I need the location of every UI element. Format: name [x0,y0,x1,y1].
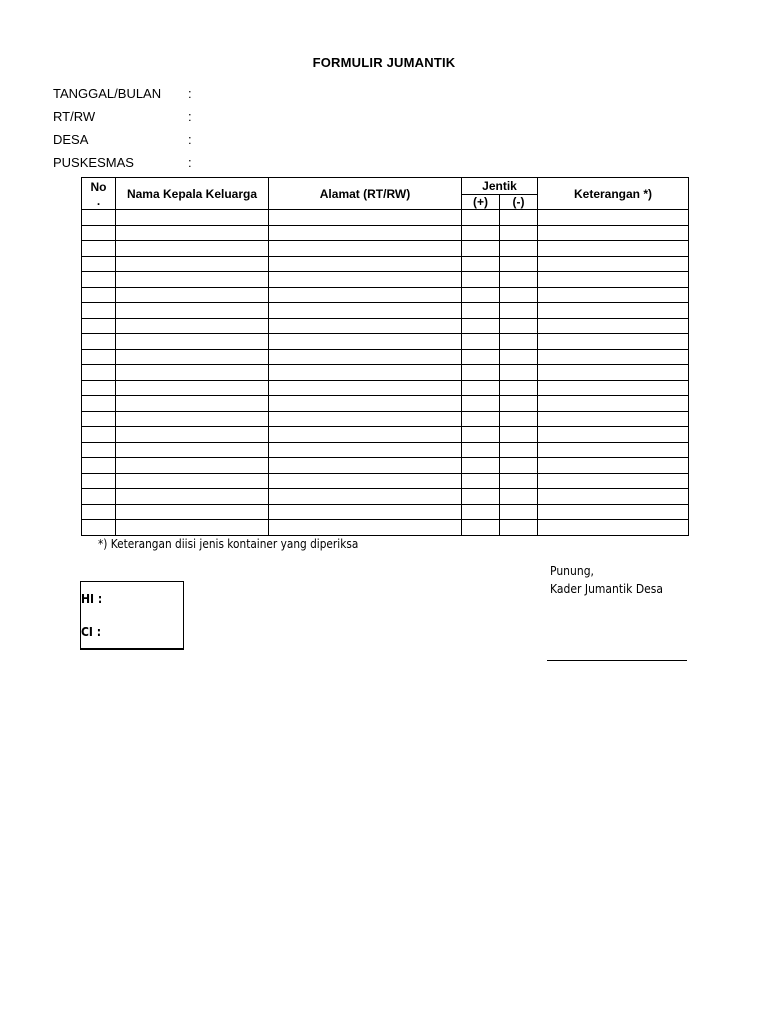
field-rt-rw [53,108,192,126]
cell-jentik-plus [462,349,500,365]
cell-jentik-minus [500,210,538,226]
cell-no [82,287,116,303]
cell-jentik-minus [500,334,538,350]
cell-jentik-minus [500,380,538,396]
table-row [82,303,689,319]
cell-alamat [269,427,462,443]
cell-alamat [269,318,462,334]
table-row [82,365,689,381]
cell-no [82,334,116,350]
cell-jentik-minus [500,349,538,365]
cell-jentik-minus [500,458,538,474]
cell-alamat [269,256,462,272]
table-row [82,396,689,412]
cell-jentik-plus [462,520,500,536]
cell-no [82,442,116,458]
table-row [82,458,689,474]
cell-nama [116,287,269,303]
cell-keterangan [538,210,689,226]
cell-jentik-plus [462,411,500,427]
cell-jentik-minus [500,473,538,489]
cell-nama [116,365,269,381]
cell-alamat [269,225,462,241]
cell-nama [116,504,269,520]
cell-alamat [269,272,462,288]
cell-alamat [269,442,462,458]
cell-jentik-minus [500,365,538,381]
cell-jentik-plus [462,256,500,272]
cell-jentik-minus [500,272,538,288]
cell-keterangan [538,458,689,474]
cell-no [82,241,116,257]
cell-alamat [269,349,462,365]
cell-keterangan [538,334,689,350]
cell-jentik-plus [462,225,500,241]
cell-no [82,380,116,396]
cell-alamat [269,380,462,396]
table-row [82,318,689,334]
cell-nama [116,442,269,458]
jumantik-table [81,177,689,536]
cell-keterangan [538,396,689,412]
cell-jentik-plus [462,504,500,520]
cell-jentik-plus [462,241,500,257]
cell-keterangan [538,411,689,427]
cell-keterangan [538,287,689,303]
cell-jentik-minus [500,489,538,505]
cell-keterangan [538,303,689,319]
cell-jentik-plus [462,287,500,303]
cell-nama [116,458,269,474]
table-row [82,520,689,536]
cell-nama [116,303,269,319]
table-row [82,272,689,288]
table-row [82,225,689,241]
cell-jentik-plus [462,473,500,489]
cell-keterangan [538,318,689,334]
cell-keterangan [538,442,689,458]
cell-nama [116,318,269,334]
cell-keterangan [538,272,689,288]
cell-alamat [269,489,462,505]
cell-keterangan [538,241,689,257]
table-row [82,334,689,350]
header-no-line1: No [90,179,107,194]
table-row [82,241,689,257]
table-row [82,287,689,303]
header-jentik-minus: (-) [500,195,538,210]
cell-no [82,520,116,536]
cell-alamat [269,210,462,226]
cell-keterangan [538,365,689,381]
cell-nama [116,225,269,241]
table-body [82,210,689,536]
field-label: DESA [53,132,89,147]
cell-jentik-minus [500,427,538,443]
cell-jentik-minus [500,411,538,427]
field-label: TANGGAL/BULAN [53,86,162,101]
cell-alamat [269,396,462,412]
cell-alamat [269,365,462,381]
cell-keterangan [538,427,689,443]
cell-alamat [269,287,462,303]
cell-jentik-plus [462,427,500,443]
field-tanggal-bulan [53,85,192,103]
form-title: FORMULIR JUMANTIK [312,55,456,70]
cell-jentik-plus [462,380,500,396]
cell-nama [116,349,269,365]
cell-no [82,256,116,272]
cell-nama [116,473,269,489]
cell-jentik-plus [462,334,500,350]
header-keterangan: Keterangan *) [538,178,689,210]
cell-no [82,318,116,334]
cell-no [82,411,116,427]
cell-nama [116,520,269,536]
cell-alamat [269,504,462,520]
header-jentik: Jentik [462,178,538,195]
header-nama: Nama Kepala Keluarga [116,178,269,210]
cell-nama [116,380,269,396]
ci-label: CI : [81,625,102,639]
cell-keterangan [538,225,689,241]
field-label: RT/RW [53,109,96,124]
signature-role: Kader Jumantik Desa [550,582,664,596]
cell-no [82,504,116,520]
cell-alamat [269,458,462,474]
table-row [82,442,689,458]
cell-no [82,458,116,474]
cell-keterangan [538,473,689,489]
cell-jentik-minus [500,318,538,334]
cell-jentik-plus [462,210,500,226]
cell-keterangan [538,256,689,272]
cell-nama [116,489,269,505]
table-row [82,380,689,396]
table-row [82,349,689,365]
header-alamat: Alamat (RT/RW) [269,178,462,210]
cell-jentik-plus [462,396,500,412]
cell-no [82,303,116,319]
cell-no [82,210,116,226]
cell-nama [116,241,269,257]
table-row [82,210,689,226]
cell-jentik-minus [500,287,538,303]
signature-line [547,660,687,661]
signature-place: Punung, [550,564,595,578]
hi-label: HI : [81,592,103,606]
table-row [82,473,689,489]
cell-keterangan [538,520,689,536]
field-colon: : [188,132,192,147]
cell-alamat [269,241,462,257]
cell-alamat [269,520,462,536]
cell-jentik-minus [500,442,538,458]
cell-alamat [269,303,462,319]
cell-jentik-plus [462,318,500,334]
table-row [82,504,689,520]
cell-nama [116,411,269,427]
cell-jentik-minus [500,303,538,319]
field-desa [53,131,192,149]
field-colon: : [188,86,192,101]
cell-no [82,349,116,365]
table-row [82,427,689,443]
cell-jentik-plus [462,489,500,505]
cell-alamat [269,411,462,427]
cell-no [82,473,116,489]
cell-nama [116,427,269,443]
cell-jentik-minus [500,520,538,536]
header-no [82,178,116,210]
cell-keterangan [538,504,689,520]
index-box [80,581,184,650]
cell-alamat [269,334,462,350]
cell-nama [116,256,269,272]
cell-nama [116,396,269,412]
cell-no [82,272,116,288]
cell-jentik-plus [462,365,500,381]
cell-jentik-minus [500,241,538,257]
header-no-line2: . [96,193,101,208]
cell-jentik-plus [462,442,500,458]
cell-no [82,427,116,443]
field-colon: : [188,109,192,124]
cell-nama [116,334,269,350]
cell-nama [116,210,269,226]
table-row [82,256,689,272]
cell-jentik-plus [462,272,500,288]
cell-no [82,489,116,505]
cell-jentik-minus [500,256,538,272]
table-row [82,489,689,505]
cell-no [82,225,116,241]
table-row [82,411,689,427]
cell-no [82,396,116,412]
cell-no [82,365,116,381]
cell-jentik-plus [462,303,500,319]
cell-keterangan [538,380,689,396]
cell-jentik-minus [500,225,538,241]
footnote: *) Keterangan diisi jenis kontainer yang diperiksa [98,537,359,551]
header-jentik-plus: (+) [462,195,500,210]
cell-keterangan [538,349,689,365]
cell-nama [116,272,269,288]
field-label: PUSKESMAS [53,155,134,170]
cell-jentik-plus [462,458,500,474]
cell-jentik-minus [500,504,538,520]
signature-block [550,562,663,598]
field-puskesmas [53,154,192,172]
cell-alamat [269,473,462,489]
cell-jentik-minus [500,396,538,412]
field-colon: : [188,155,192,170]
cell-keterangan [538,489,689,505]
